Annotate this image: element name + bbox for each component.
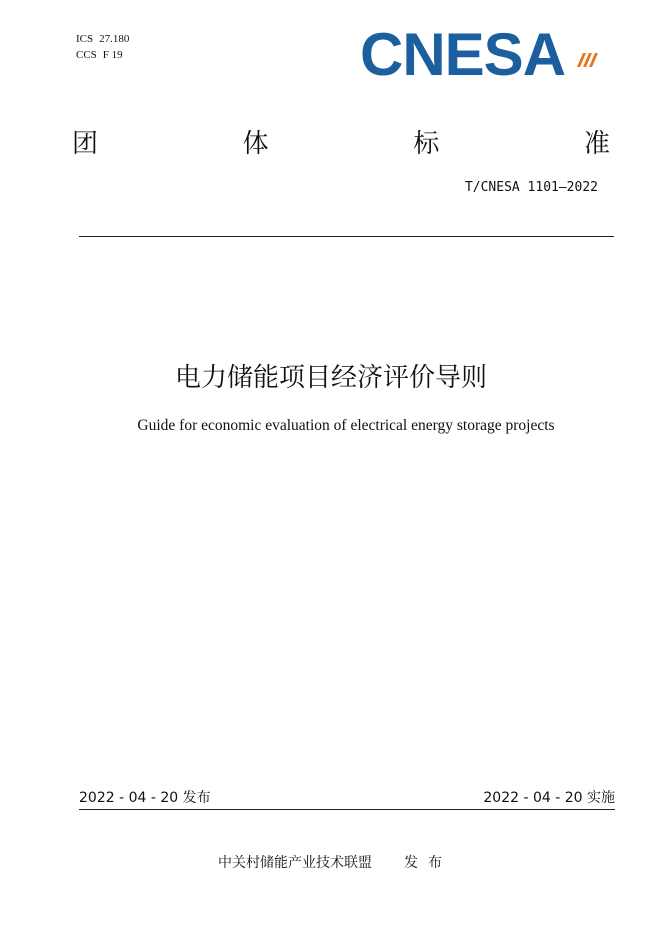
classification-codes (76, 31, 135, 63)
standard-type-char: 准 (583, 129, 610, 159)
standard-type-char: 团 (72, 129, 99, 159)
publisher-action: 发布 (404, 855, 452, 871)
publisher-line (218, 853, 452, 873)
logo-stripes-icon (577, 53, 599, 67)
ccs-label: CCS (76, 49, 97, 61)
implementation-date: 2022 - 04 - 20 实施 (483, 790, 615, 806)
standard-number: T/CNESA 1101—2022 (464, 180, 598, 195)
ics-row (76, 31, 135, 47)
ccs-code: F 19 (102, 49, 123, 61)
cnesa-logo (360, 21, 600, 88)
standard-type-heading (72, 126, 610, 162)
release-date: 2022 - 04 - 20 发布 (79, 790, 211, 806)
ccs-row (76, 47, 135, 63)
top-divider (79, 236, 614, 237)
document-title-zh: 电力储能项目经济评价导则 (174, 363, 487, 393)
standard-type-char: 标 (413, 129, 440, 159)
document-title-en: Guide for economic evaluation of electrical energy storage projects (137, 417, 555, 434)
logo-text: CNESA (360, 21, 566, 88)
bottom-divider (79, 809, 615, 810)
standard-type-char: 体 (242, 129, 269, 159)
ics-code: 27.180 (99, 33, 130, 45)
ics-label: ICS (76, 33, 94, 45)
publisher-name: 中关村储能产业技术联盟 (218, 855, 372, 871)
